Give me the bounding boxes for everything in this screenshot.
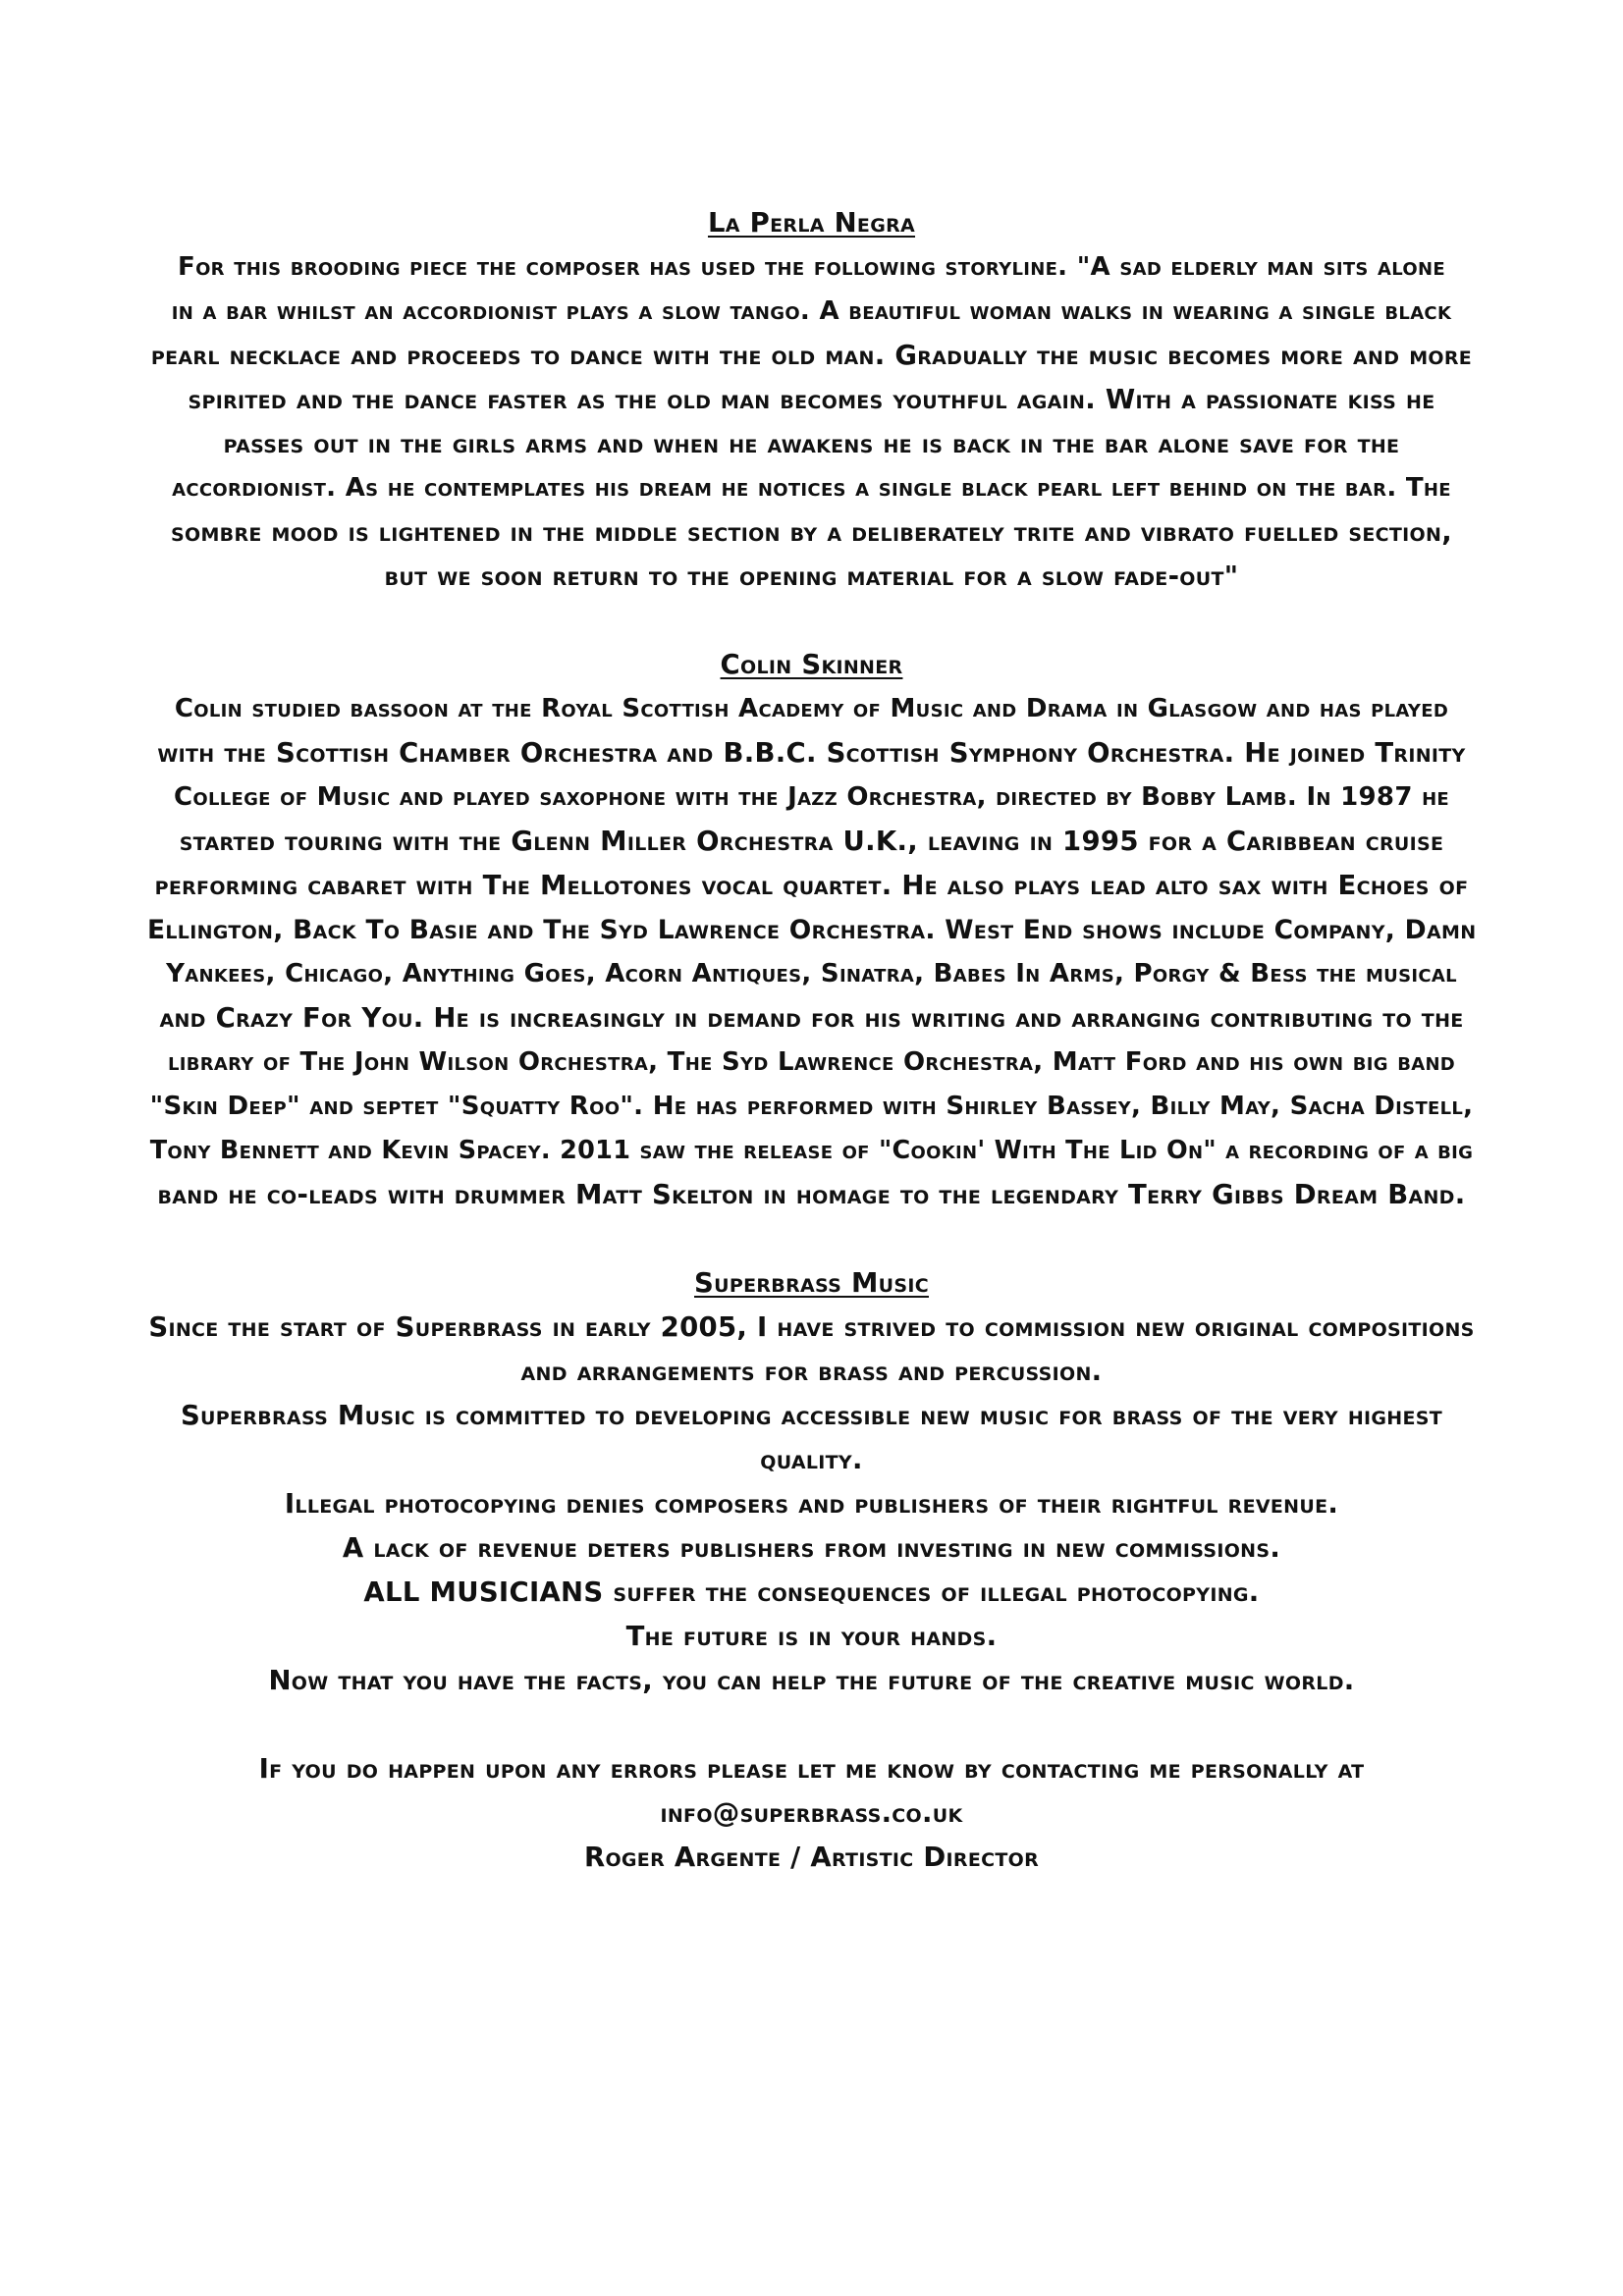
- paragraph-line: Now that you have the facts, you can help the future of the creative music world.: [268, 1665, 1355, 1696]
- paragraph-line: started touring with the Glenn Miller Orchestra U.K., leaving in 1995 for a Caribbean cruise: [179, 826, 1444, 857]
- section-heading-colin-skinner: Colin Skinner: [720, 649, 903, 680]
- contact-note: If you do happen upon any errors please let me know by contacting me personally at: [258, 1753, 1365, 1785]
- paragraph-line: band he co-leads with drummer Matt Skelton in homage to the legendary Terry Gibbs Dream Band.: [157, 1179, 1466, 1210]
- paragraph-line: Illegal photocopying denies composers and publishers of their rightful revenue.: [284, 1488, 1339, 1520]
- spacer: [147, 1217, 1476, 1261]
- paragraph-line: Ellington, Back To Basie and The Syd Lawrence Orchestra. West End shows include Company, Damn: [147, 915, 1477, 945]
- paragraph-line: Superbrass Music is committed to developing accessible new music for brass of the very highest: [180, 1400, 1443, 1431]
- section-superbrass-music: [147, 1261, 1476, 1703]
- paragraph-line: A lack of revenue deters publishers from investing in new commissions.: [342, 1532, 1281, 1564]
- paragraph-line: College of Music and played saxophone with the Jazz Orchestra, directed by Bobby Lamb. In 1987 he: [173, 782, 1450, 812]
- paragraph-line: but we soon return to the opening material for a slow fade-out": [384, 561, 1239, 592]
- spacer: [147, 1703, 1476, 1747]
- paragraph-line: performing cabaret with The Mellotones vocal quartet. He also plays lead alto sax with Echoes of: [154, 870, 1469, 901]
- paragraph-line: The future is in your hands.: [625, 1621, 998, 1652]
- paragraph-line: Since the start of Superbrass in early 2005, I have strived to commission new original compositions: [148, 1311, 1475, 1343]
- section-la-perla-negra: [147, 201, 1476, 599]
- paragraph-line: with the Scottish Chamber Orchestra and B.B.C. Scottish Symphony Orchestra. He joined Trinity: [157, 737, 1466, 769]
- paragraph-line: [147, 1571, 1476, 1615]
- paragraph-line: sombre mood is lightened in the middle section by a deliberately trite and vibrato fuelled section,: [171, 516, 1452, 548]
- spacer: [147, 599, 1476, 643]
- document-page: [147, 201, 1476, 1880]
- contact-email-link[interactable]: info@superbrass.co.uk: [660, 1797, 963, 1829]
- section-heading-la-perla-negra: La Perla Negra: [707, 207, 916, 239]
- paragraph-line: pearl necklace and proceeds to dance with the old man. Gradually the music becomes more and more: [150, 340, 1473, 371]
- paragraph-line: library of The John Wilson Orchestra, The Syd Lawrence Orchestra, Matt Ford and his own big band: [167, 1047, 1456, 1077]
- section-colin-skinner: [147, 643, 1476, 1217]
- paragraph-line: Tony Bennett and Kevin Spacey. 2011 saw the release of "Cookin' With The Lid On" a recording of a big: [149, 1136, 1474, 1165]
- paragraph-line: in a bar whilst an accordionist plays a slow tango. A beautiful woman walks in wearing a single black: [171, 296, 1452, 326]
- paragraph-line: and Crazy For You. He is increasingly in demand for his writing and arranging contributing to the: [159, 1002, 1464, 1034]
- paragraph-line: spirited and the dance faster as the old man becomes youthful again. With a passionate kiss he: [188, 384, 1435, 415]
- paragraph-line: "Skin Deep" and septet "Squatty Roo". He has performed with Shirley Bassey, Billy May, Sacha Distell,: [149, 1092, 1474, 1121]
- paragraph-line: For this brooding piece the composer has used the following storyline. "A sad elderly man sits alone: [178, 252, 1445, 282]
- paragraph-line: accordionist. As he contemplates his dream he notices a single black pearl left behind on the bar. The: [172, 473, 1451, 503]
- paragraph-line: passes out in the girls arms and when he awakens he is back in the bar alone save for the: [223, 428, 1400, 459]
- section-heading-superbrass-music: Superbrass Music: [694, 1267, 929, 1299]
- paragraph-line: and arrangements for brass and percussion.: [520, 1356, 1103, 1387]
- paragraph-line: quality.: [760, 1444, 863, 1475]
- signature: Roger Argente / Artistic Director: [583, 1842, 1040, 1873]
- paragraph-line: Yankees, Chicago, Anything Goes, Acorn Antiques, Sinatra, Babes In Arms, Porgy & Bess the musical: [166, 959, 1457, 988]
- section-contact: [147, 1747, 1476, 1880]
- paragraph-line: Colin studied bassoon at the Royal Scottish Academy of Music and Drama in Glasgow and has played: [174, 694, 1449, 723]
- paragraph-line-rest: suffer the consequences of illegal photocopying.: [603, 1576, 1260, 1608]
- all-musicians-emphasis: ALL MUSICIANS: [363, 1576, 604, 1608]
